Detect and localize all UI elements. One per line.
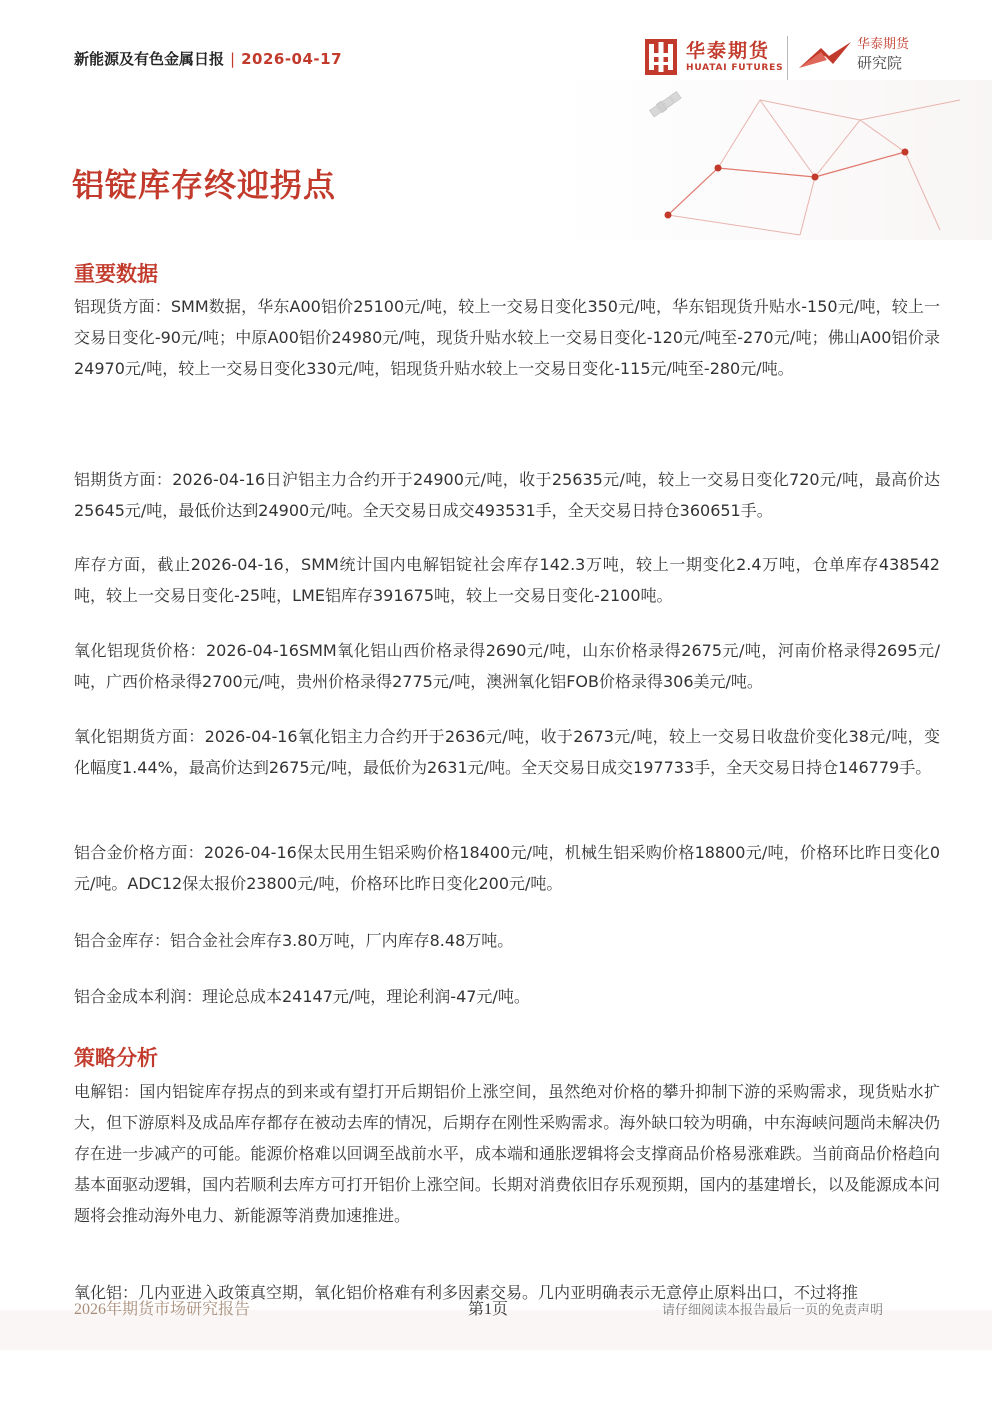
institute-line1: 华泰期货 [857,37,910,52]
footer-disclaimer-note: 请仔细阅读本报告最后一页的免责声明 [662,1303,884,1318]
strategy-heading: 策略分析 [74,1046,158,1070]
company-name-cn: 华泰期货 [686,40,771,62]
footer-report-label: 2026年期货市场研究报告 [74,1301,251,1318]
paragraph-alloy-cost-profit: 铝合金成本利润：理论总成本24147元/吨，理论利润-47元/吨。 [74,987,530,1006]
network-decoration [560,80,992,240]
paragraph-alumina-strategy: 氧化铝：几内亚进入政策真空期，氧化铝价格难有利多因素交易。几内亚明确表示无意停止原料出口，不过将推 [74,1283,859,1302]
report-date: 2026-04-17 [241,49,343,68]
paragraph-alloy-price: 铝合金价格方面：2026-04-16保太民用生铝采购价格18400元/吨，机械生铝采购价格18800元/吨，价格环比昨日变化0元/吨。ADC12保太报价23800元/吨，价格环比昨日变化200元/吨。 [74,843,940,893]
report-name: 新能源及有色金属日报 [74,50,225,68]
paragraph-inventory: 库存方面，截止2026-04-16，SMM统计国内电解铝锭社会库存142.3万吨，较上一期变化2.4万吨，仓单库存438542吨，较上一交易日变化-25吨，LME铝库存391675吨，较上一交易日变化-2100吨。 [74,555,940,605]
paragraph-aluminum-futures: 铝期货方面：2026-04-16日沪铝主力合约开于24900元/吨，收于25635元/吨，较上一交易日变化720元/吨，最高价达25645元/吨，最低价达到24900元/吨。全天交易日成交493531手，全天交易日持仓360651手。 [74,470,940,520]
institute-arrow-icon [797,38,853,72]
header-separator: | [230,49,236,68]
paragraph-alumina-futures: 氧化铝期货方面：2026-04-16氧化铝主力合约开于2636元/吨，收于2673元/吨，较上一交易日收盘价变化38元/吨，变化幅度1.44%，最高价达到2675元/吨，最低价为2631元/吨。全天交易日成交197733手，全天交易日持仓146779手。 [74,727,940,777]
logo-divider [787,36,788,80]
key-data-heading: 重要数据 [74,262,158,286]
paragraph-electrolytic-aluminum: 电解铝：国内铝锭库存拐点的到来或有望打开后期铝价上涨空间，虽然绝对价格的攀升抑制下游的采购需求，现货贴水扩大，但下游原料及成品库存都存在被动去库的情况，后期存在刚性采购需求。海外缺口较为明确，中东海峡问题尚未解决仍存在进一步减产的可能。能源价格难以回调至战前水平，成本端和通胀逻辑将会支撑商品价格易涨难跌。当前商品价格趋向基本面驱动逻辑，国内若顺利去库方可打开铝价上涨空间。长期对消费依旧存乐观预期，国内的基建增长，以及能源成本问题将会推动海外电力、新能源等消费加速推进。 [74,1082,940,1225]
paragraph-aluminum-spot: 铝现货方面：SMM数据，华东A00铝价25100元/吨，较上一交易日变化350元/吨，华东铝现货升贴水-150元/吨，较上一交易日变化-90元/吨；中原A00铝价24980元/吨，现货升贴水较上一交易日变化-120元/吨至-270元/吨；佛山A00铝价录24970元/吨，较上一交易日变化330元/吨，铝现货升贴水较上一交易日变化-115元/吨至-280元/吨。 [74,297,940,378]
huatai-futures-logo [644,38,783,76]
paragraph-alloy-inventory: 铝合金库存：铝合金社会库存3.80万吨，厂内库存8.48万吨。 [74,931,514,950]
company-name-en: HUATAI FUTURES [686,63,784,73]
footer-page-number: 第1页 [468,1301,509,1318]
institute-line2: 研究院 [857,54,903,72]
huatai-logo-icon [644,38,678,76]
research-institute-logo [797,36,909,73]
page-title: 铝锭库存终迎拐点 [72,166,337,204]
paragraph-alumina-spot: 氧化铝现货价格：2026-04-16SMM氧化铝山西价格录得2690元/吨，山东价格录得2675元/吨，河南价格录得2695元/吨，广西价格录得2700元/吨，贵州价格录得2775元/吨，澳洲氧化铝FOB价格录得306美元/吨。 [74,641,940,691]
report-header [74,48,342,69]
